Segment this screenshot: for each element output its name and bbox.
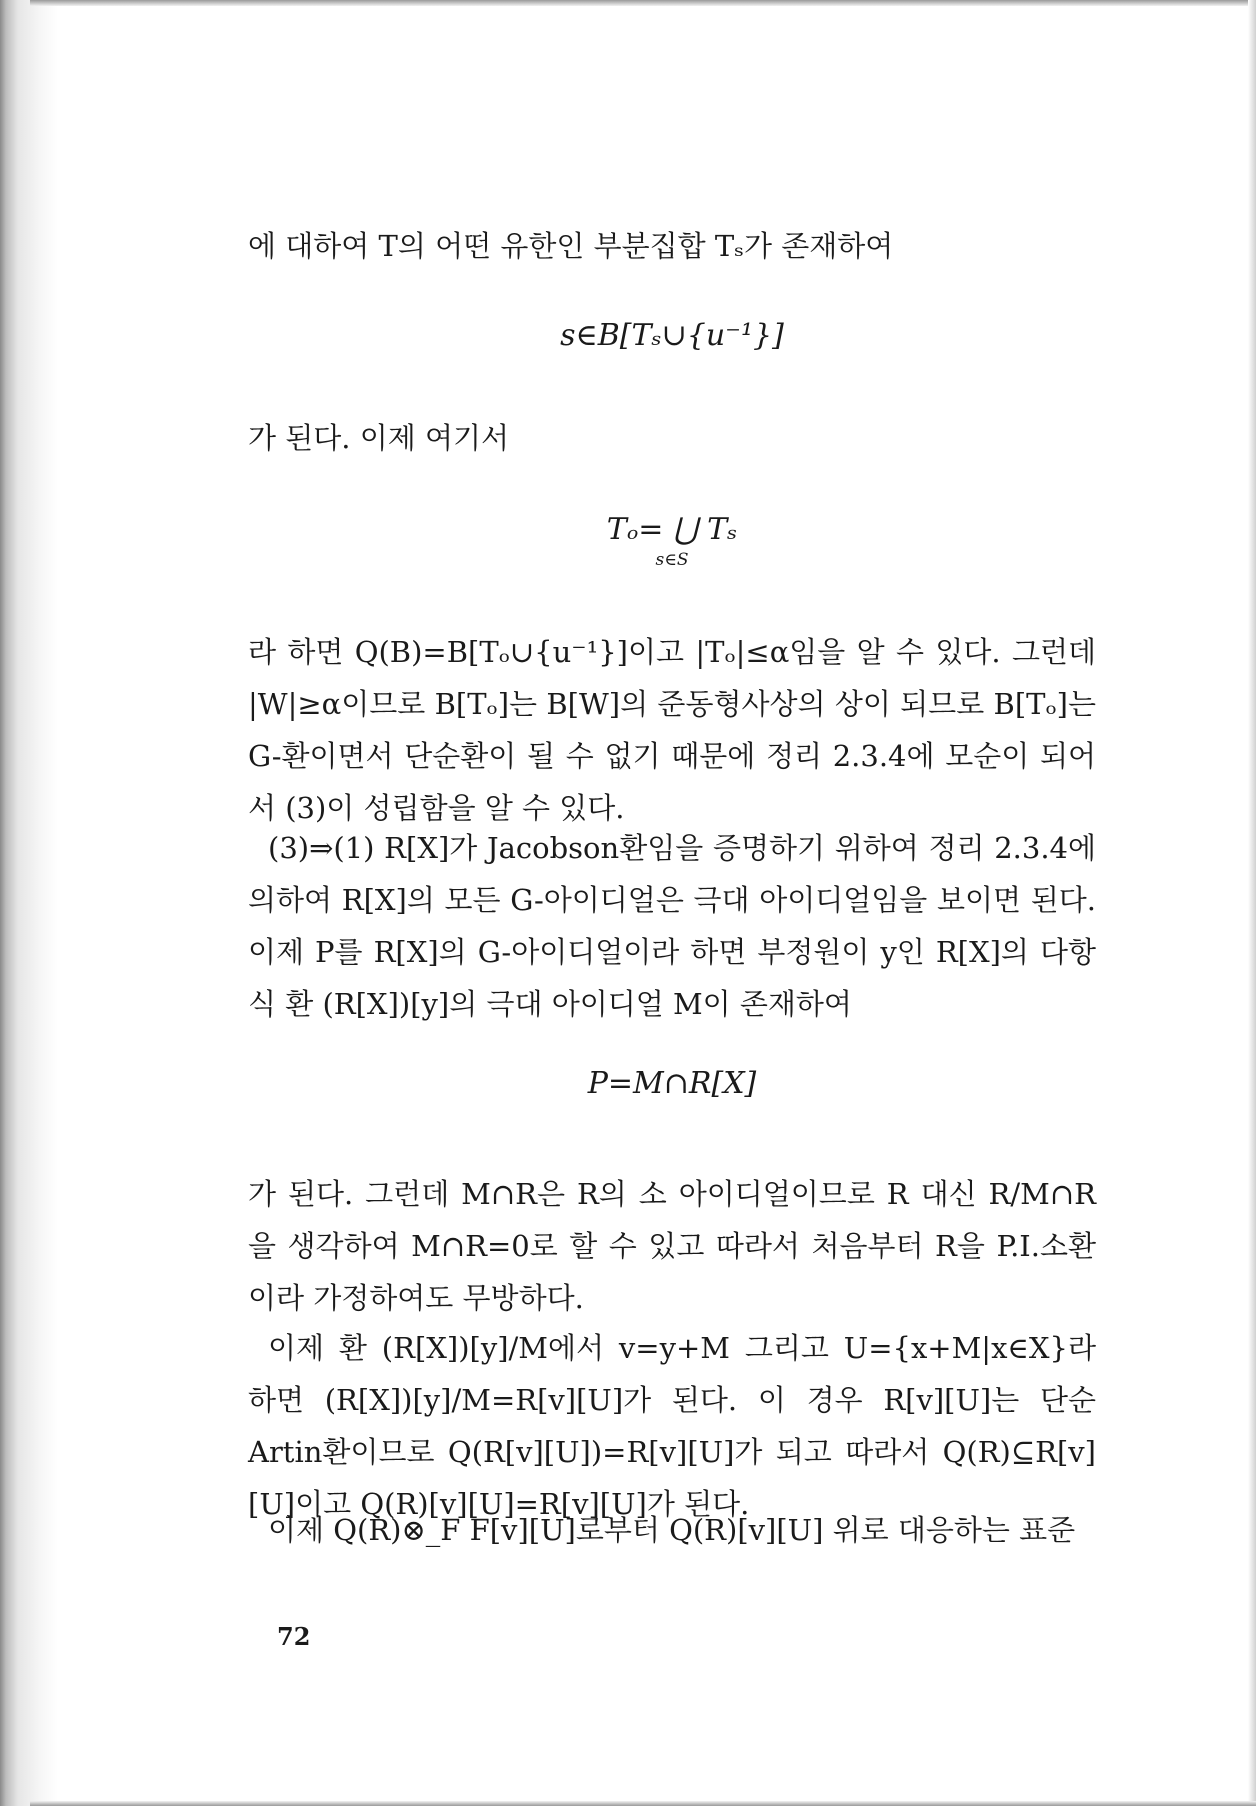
page-right-edge <box>1248 0 1256 1806</box>
paragraph-tensor: 이제 Q(R)⊗_F F[v][U]로부터 Q(R)[v][U] 위로 대응하는 표준 <box>268 1513 1076 1547</box>
paragraph-prime-ideal: 가 된다. 그런데 M∩R은 R의 소 아이디얼이므로 R 대신 R/M∩R을 생각하여 M∩R=0로 할 수 있고 따라서 처음부터 R을 P.I.소환이라 가정하여도 무방하다. <box>248 1177 1096 1315</box>
paragraph-jacobson-proof: (3)⇒(1) R[X]가 Jacobson환임을 증명하기 위하여 정리 2.3.4에 의하여 R[X]의 모든 G-아이디얼은 극대 아이디얼임을 보이면 된다. 이제 P를 R[X]의 G-아이디얼이라 하면 부정원이 y인 R[X]의 다항식 환 (R[X])[y]의 극대 아이디얼 M이 존재하여 <box>248 831 1096 1021</box>
text-line-then: 가 된다. 이제 여기서 <box>248 421 509 455</box>
equation-union-subscript: s∈S <box>655 550 689 570</box>
equation-t0-union: Tₒ= ⋃ Tₛ <box>606 512 738 547</box>
page-bottom-edge <box>30 1801 1256 1806</box>
text-line-intro: 에 대하여 T의 어떤 유한인 부분집합 Tₛ가 존재하여 <box>248 229 894 263</box>
page-number: 72 <box>277 1622 311 1651</box>
paragraph-artin-ring: 이제 환 (R[X])[y]/M에서 v=y+M 그리고 U={x+M|x∈X}라 하면 (R[X])[y]/M=R[v][U]가 된다. 이 경우 R[v][U]는 단순 Artin환이므로 Q(R[v][U])=R[v][U]가 되고 따라서 Q(R)⊆R[v][U]이고 Q(R)[v][U]=R[v][U]가 된다. <box>248 1331 1096 1521</box>
equation-s-in-b: s∈B[Tₛ∪{u⁻¹}] <box>560 318 784 353</box>
page-top-edge <box>30 0 1256 6</box>
paragraph-contradiction: 라 하면 Q(B)=B[Tₒ∪{u⁻¹}]이고 |Tₒ|≤α임을 알 수 있다. 그런데 |W|≥α이므로 B[Tₒ]는 B[W]의 준동형사상의 상이 되므로 B[Tₒ]는 G-환이면서 단순환이 될 수 없기 때문에 정리 2.3.4에 모순이 되어서 (3)이 성립함을 알 수 있다. <box>248 635 1096 825</box>
equation-p-equals: P=M∩R[X] <box>587 1066 757 1101</box>
page-binding-edge <box>0 0 58 1806</box>
